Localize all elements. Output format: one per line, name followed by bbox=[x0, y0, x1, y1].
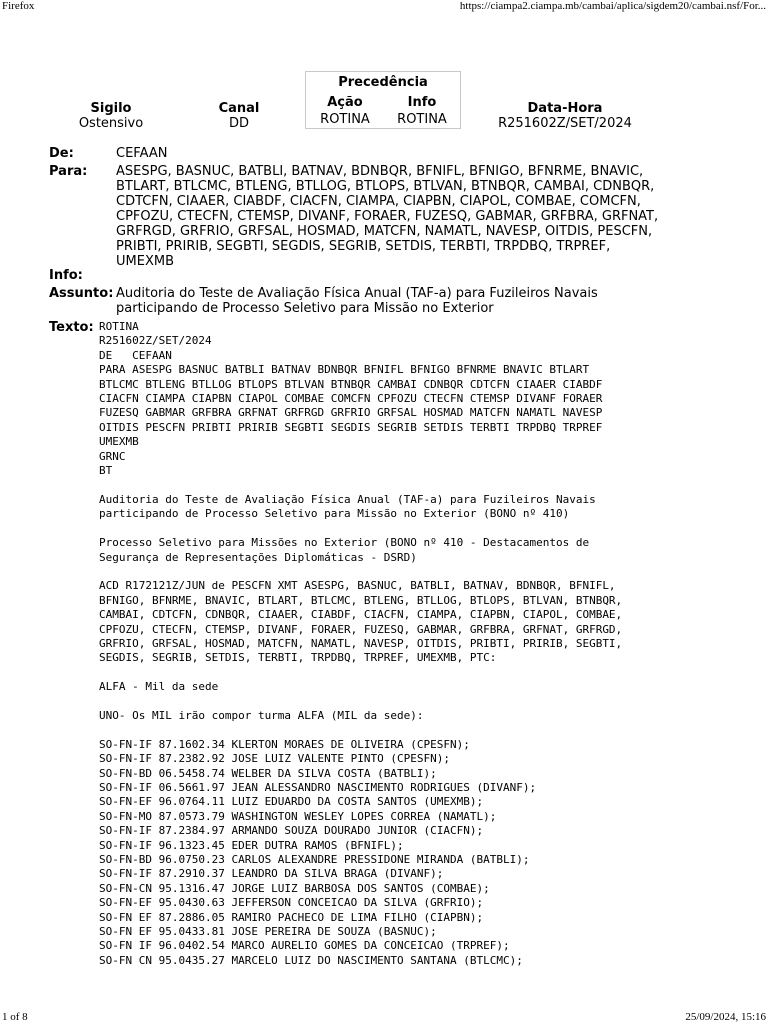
page-url: https://ciampa2.ciampa.mb/cambai/aplica/sigdem20/cambai.nsf/For... bbox=[459, 0, 766, 12]
acao-block bbox=[306, 95, 384, 127]
sigilo-block bbox=[61, 101, 161, 131]
info-prec-value: ROTINA bbox=[397, 112, 447, 127]
de-value: CEFAAN bbox=[116, 146, 168, 161]
datahora-block bbox=[485, 101, 645, 131]
texto-label: Texto: bbox=[49, 320, 94, 335]
acao-label: Ação bbox=[327, 95, 363, 110]
precedencia-box bbox=[305, 71, 461, 129]
message-body: ROTINA R251602Z/SET/2024 DE CEFAAN PARA ASESPG BASNUC BATBLI BATNAV BDNBQR BFNIFL BFNIGO BFNRME BNAVIC BTLART BTLCMC BTLENG BTLLOG BTLOPS BTLVAN BTNBQR CAMBAI CDNBQR CDTCFN CIAAER CIABDF CIACFN CIAMPA CIAPBN CIAPOL COMBAE COMCFN CPFOZU CTECFN CTEMSP DIVANF FORAER FUZESQ GABMAR GRFBRA GRFNAT GRFRGD GRFRIO GRFSAL HOSMAD MATCFN NAMATL NAVESP OITDIS PESCFN PRIBTI PRIRIB SEGBTI SEGDIS SEGRIB SETDIS TERBTI TRPDBQ TRPREF UMEXMB GRNC BT Auditoria do Teste de Avaliação Física Anual (TAF-a) para Fuzileiros Navais participando de Processo Seletivo para Missão no Exterior (BONO nº 410) Processo Seletivo para Missões no Exterior (BONO nº 410 - Destacamentos de Segurança de Representações Diplomáticas - DSRD) ACD R172121Z/JUN de PESCFN XMT ASESPG, BASNUC, BATBLI, BATNAV, BDNBQR, BFNIFL, BFNIGO, BFNRME, BNAVIC, BTLART, BTLCMC, BTLENG, BTLLOG, BTLOPS, BTLVAN, BTNBQR, CAMBAI, CDTCFN, CDNBQR, CIAAER, CIABDF, CIACFN, CIAMPA, CIAPBN, CIAPOL, COMBAE, CPFOZU, CTECFN, CTEMSP, DIVANF, FORAER, FUZESQ, GABMAR, GRFBRA, GRFNAT, GRFRGD, GRFRIO, GRFSAL, HOSMAD, MATCFN, NAMATL, NAVESP, OITDIS, PRIBTI, PRIRIB, SEGBTI, SEGDIS, SEGRIB, SETDIS, TERBTI, TRPDBQ, TRPREF, UMEXMB, PTC: ALFA - Mil da sede UNO- Os MIL irão compor turma ALFA (MIL da sede): SO-FN-IF 87.1602.34 KLERTON MORAES DE OLIVEIRA (CPESFN); SO-FN-IF 87.2382.92 JOSE LUIZ VALENTE PINTO (CPESFN); SO-FN-BD 06.5458.74 WELBER DA SILVA COSTA (BATBLI); SO-FN-IF 06.5661.97 JEAN ALESSANDRO NASCIMENTO RODRIGUES (DIVANF); SO-FN-EF 96.0764.11 LUIZ EDUARDO DA COSTA SANTOS (UMEXMB); SO-FN-MO 87.0573.79 WASHINGTON WESLEY LOPES CORREA (NAMATL); SO-FN-IF 87.2384.97 ARMANDO SOUZA DOURADO JUNIOR (CIACFN); SO-FN-IF 96.1323.45 EDER DUTRA RAMOS (BFNIFL); SO-FN-BD 96.0750.23 CARLOS ALEXANDRE PRESSIDONE MIRANDA (BATBLI); SO-FN-IF 87.2910.37 LEANDRO DA SILVA BRAGA (DIVANF); SO-FN-CN 95.1316.47 JORGE LUIZ BARBOSA DOS SANTOS (COMBAE); SO-FN-EF 95.0430.63 JEFFERSON CONCEICAO DA SILVA (GRFRIO); SO-FN EF 87.2886.05 RAMIRO PACHECO DE LIMA FILHO (CIAPBN); SO-FN EF 95.0433.81 JOSE PEREIRA DE SOUZA (BASNUC); SO-FN IF 96.0402.54 MARCO AURELIO GOMES DA CONCEICAO (TRPREF); SO-FN CN 95.0435.27 MARCELO LUIZ DO NASCIMENTO SANTANA (BTLCMC); bbox=[99, 320, 623, 967]
datahora-label: Data-Hora bbox=[527, 101, 603, 116]
canal-block bbox=[189, 101, 289, 131]
para-value: ASESPG, BASNUC, BATBLI, BATNAV, BDNBQR, BFNIFL, BFNIGO, BFNRME, BNAVIC, BTLART, BTLCMC, BTLENG, BTLLOG, BTLOPS, BTLVAN, BTNBQR, CAMBAI, CDNBQR, CDTCFN, CIAAER, CIABDF, CIACFN, CIAMPA, CIAPBN, CIAPOL, COMBAE, COMCFN, CPFOZU, CTECFN, CTEMSP, DIVANF, FORAER, FUZESQ, GABMAR, GRFBRA, GRFNAT, GRFRGD, GRFRIO, GRFSAL, HOSMAD, MATCFN, NAMATL, NAVESP, OITDIS, PESCFN, PRIBTI, PRIRIB, SEGBTI, SEGDIS, SEGRIB, SETDIS, TERBTI, TRPDBQ, TRPREF, UMEXMB bbox=[116, 164, 659, 269]
precedencia-label: Precedência bbox=[338, 75, 428, 90]
page-number: 1 of 8 bbox=[2, 1011, 28, 1023]
de-label: De: bbox=[49, 146, 74, 161]
para-label: Para: bbox=[49, 164, 88, 179]
assunto-label: Assunto: bbox=[49, 286, 114, 301]
info-label: Info: bbox=[49, 268, 83, 283]
assunto-value: Auditoria do Teste de Avaliação Física Anual (TAF-a) para Fuzileiros Navais participando de Processo Seletivo para Missão no Exterior bbox=[116, 286, 598, 316]
info-prec-label: Info bbox=[407, 95, 437, 110]
browser-name: Firefox bbox=[2, 0, 35, 12]
canal-label: Canal bbox=[218, 101, 260, 116]
datahora-value: R251602Z/SET/2024 bbox=[498, 116, 632, 131]
print-datetime: 25/09/2024, 15:16 bbox=[685, 1011, 766, 1023]
acao-value: ROTINA bbox=[320, 112, 370, 127]
sigilo-value: Ostensivo bbox=[78, 116, 144, 131]
info-block bbox=[383, 95, 461, 127]
sigilo-label: Sigilo bbox=[90, 101, 132, 116]
canal-value: DD bbox=[228, 116, 250, 131]
